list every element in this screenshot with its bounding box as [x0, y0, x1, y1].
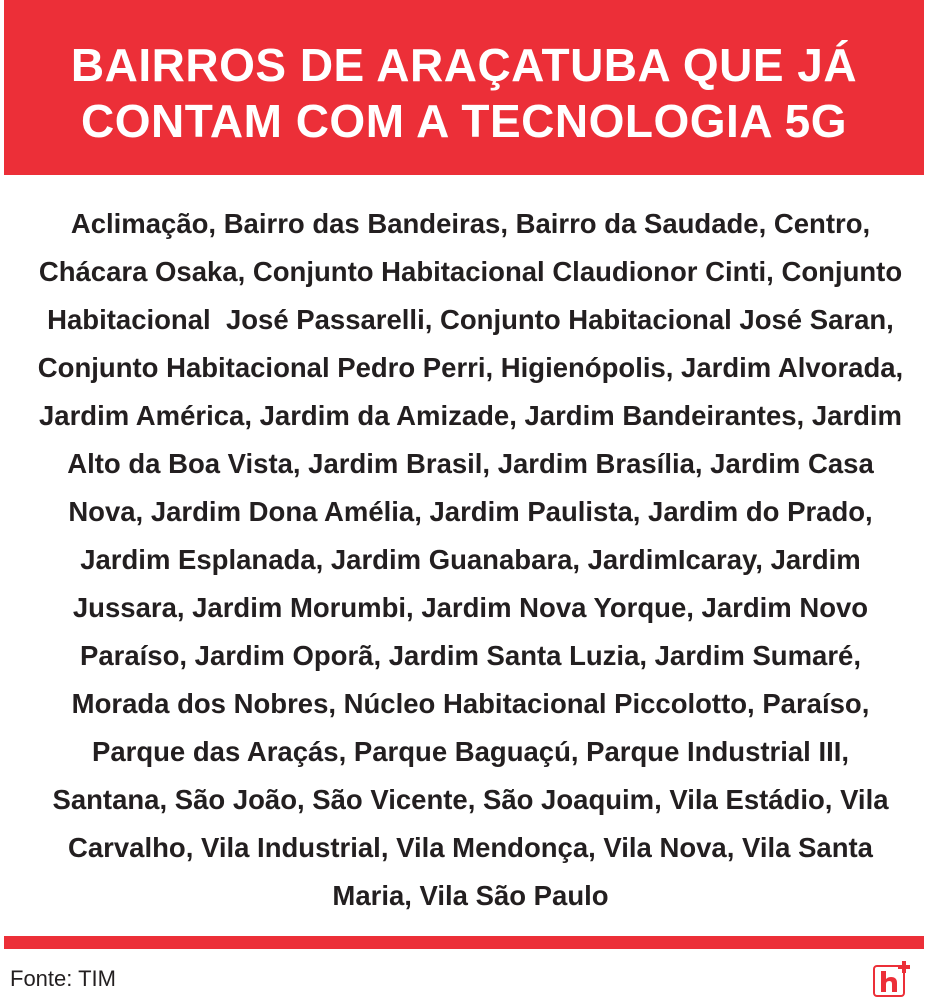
neighborhood-line: Morada dos Nobres, Núcleo Habitacional Piccolotto, Paraíso,: [71, 688, 870, 719]
footer-divider: [4, 936, 924, 949]
neighborhood-line: Chácara Osaka, Conjunto Habitacional Claudionor Cinti, Conjunto: [38, 256, 903, 287]
neighborhood-line: Alto da Boa Vista, Jardim Brasil, Jardim Brasília, Jardim Casa: [67, 448, 874, 479]
neighborhood-line: Carvalho, Vila Industrial, Vila Mendonça, Vila Nova, Vila Santa: [68, 832, 873, 863]
title-line: BAIRROS DE ARAÇATUBA QUE JÁ: [70, 39, 858, 91]
neighborhood-line: Conjunto Habitacional Pedro Perri, Higienópolis, Jardim Alvorada,: [37, 352, 904, 383]
neighborhood-line: Parque das Araçás, Parque Baguaçú, Parque Industrial III,: [91, 736, 849, 767]
neighborhood-line: Jussara, Jardim Morumbi, Jardim Nova Yorque, Jardim Novo: [72, 592, 869, 623]
neighborhood-line: Jardim América, Jardim da Amizade, Jardim Bandeirantes, Jardim: [38, 400, 903, 431]
source-credit: Fonte: TIM: [10, 966, 116, 991]
neighborhood-line: Paraíso, Jardim Oporã, Jardim Santa Luzia, Jardim Sumaré,: [80, 640, 861, 671]
neighborhood-line: Nova, Jardim Dona Amélia, Jardim Paulista, Jardim do Prado,: [68, 496, 873, 527]
neighborhood-line: Aclimação, Bairro das Bandeiras, Bairro da Saudade, Centro,: [70, 208, 871, 239]
neighborhood-list: [0, 200, 941, 920]
neighborhood-line: Maria, Vila São Paulo: [332, 880, 609, 911]
title-banner: [4, 0, 924, 175]
neighborhood-line: Santana, São João, São Vicente, São Joaquim, Vila Estádio, Vila: [52, 784, 889, 815]
title-line: CONTAM COM A TECNOLOGIA 5G: [80, 95, 847, 147]
neighborhood-line: Jardim Esplanada, Jardim Guanabara, JardimIcaray, Jardim: [80, 544, 861, 575]
page-title: [4, 37, 924, 149]
neighborhood-line: Habitacional José Passarelli, Conjunto Habitacional José Saran,: [47, 304, 894, 335]
h-plus-logo-icon: [873, 961, 911, 997]
